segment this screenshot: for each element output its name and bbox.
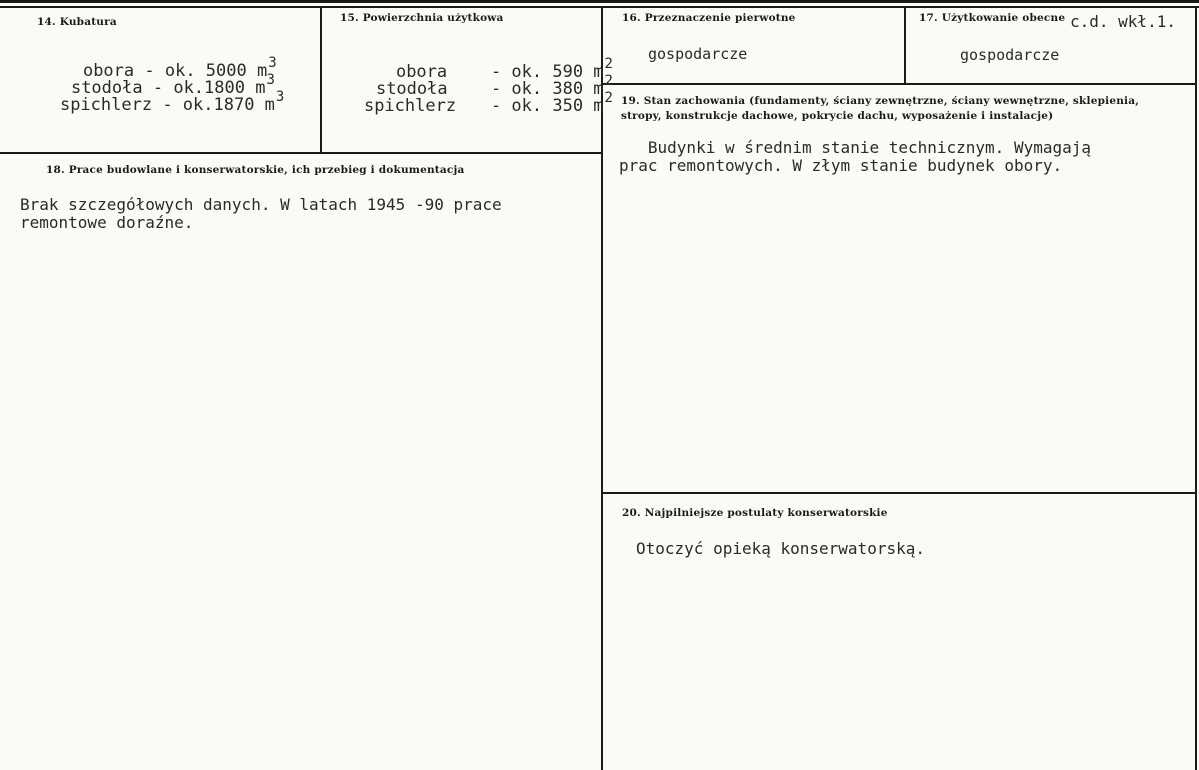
field-19-line-1: Budynki w średnim stanie technicznym. Wymagają — [619, 138, 1092, 157]
field-19-line-2: prac remontowych. W złym stanie budynek obory. — [619, 156, 1063, 175]
field-14-label: 14. Kubatura — [37, 16, 117, 28]
row-unit-exponent: 3 — [268, 55, 277, 71]
row-name: obora — [82, 61, 135, 81]
row-name: stodoła — [70, 78, 143, 98]
field-14-row-3 — [19, 75, 284, 135]
row-value: - ok. 380 m — [490, 79, 604, 99]
top-border — [0, 0, 1199, 3]
row-name: spichlerz — [363, 96, 457, 116]
row-name: stodoła — [375, 79, 448, 99]
rule-above-20 — [602, 492, 1197, 494]
field-15-row-3 — [323, 76, 456, 136]
right-border — [1195, 6, 1197, 770]
field-17-note: c.d. wkł.1. — [1070, 12, 1176, 31]
row-value: - ok. 350 m — [490, 96, 604, 116]
field-18-label: 18. Prace budowlane i konserwatorskie, ich przebieg i dokumentacja — [46, 164, 465, 176]
row-value: - ok.1800 m — [152, 78, 266, 98]
rule-under-14-15 — [0, 152, 603, 154]
divider-16-17 — [904, 6, 906, 84]
field-17-label: 17. Użytkowanie obecne — [919, 12, 1066, 24]
field-20-value: Otoczyć opieką konserwatorską. — [636, 539, 925, 558]
row-name: obora — [395, 62, 448, 82]
row-name: spichlerz — [59, 95, 153, 115]
row-value: - ok. 5000 m — [144, 61, 268, 81]
row-unit-exponent: 2 — [604, 73, 613, 89]
divider-14-15 — [320, 6, 322, 153]
top-rule — [0, 6, 1199, 8]
field-20-label: 20. Najpilniejsze postulaty konserwatorskie — [622, 507, 888, 519]
field-15-row-3-value — [450, 76, 613, 136]
field-19-label: 19. Stan zachowania (fundamenty, ściany zewnętrzne, ściany wewnętrzne, sklepienia, stropy, konstrukcje dachowe, pokrycie dachu, wyposażenie i instalacje) — [621, 95, 1140, 122]
row-unit-exponent: 3 — [266, 72, 275, 88]
rule-under-16-17 — [602, 83, 1197, 85]
field-18-line-1: Brak szczegółowych danych. W latach 1945 -90 prace — [20, 195, 502, 214]
row-unit-exponent: 2 — [604, 56, 613, 72]
row-unit-exponent: 3 — [275, 89, 285, 105]
field-16-value: gospodarcze — [648, 45, 748, 63]
row-unit-exponent: 2 — [604, 90, 613, 106]
field-17-value: gospodarcze — [960, 46, 1060, 64]
row-value: - ok. 590 m — [490, 62, 604, 82]
field-16-label: 16. Przeznaczenie pierwotne — [622, 12, 796, 24]
field-15-label: 15. Powierzchnia użytkowa — [340, 12, 504, 24]
field-18-line-2: remontowe doraźne. — [20, 213, 194, 232]
row-value: - ok.1870 m — [162, 95, 275, 115]
